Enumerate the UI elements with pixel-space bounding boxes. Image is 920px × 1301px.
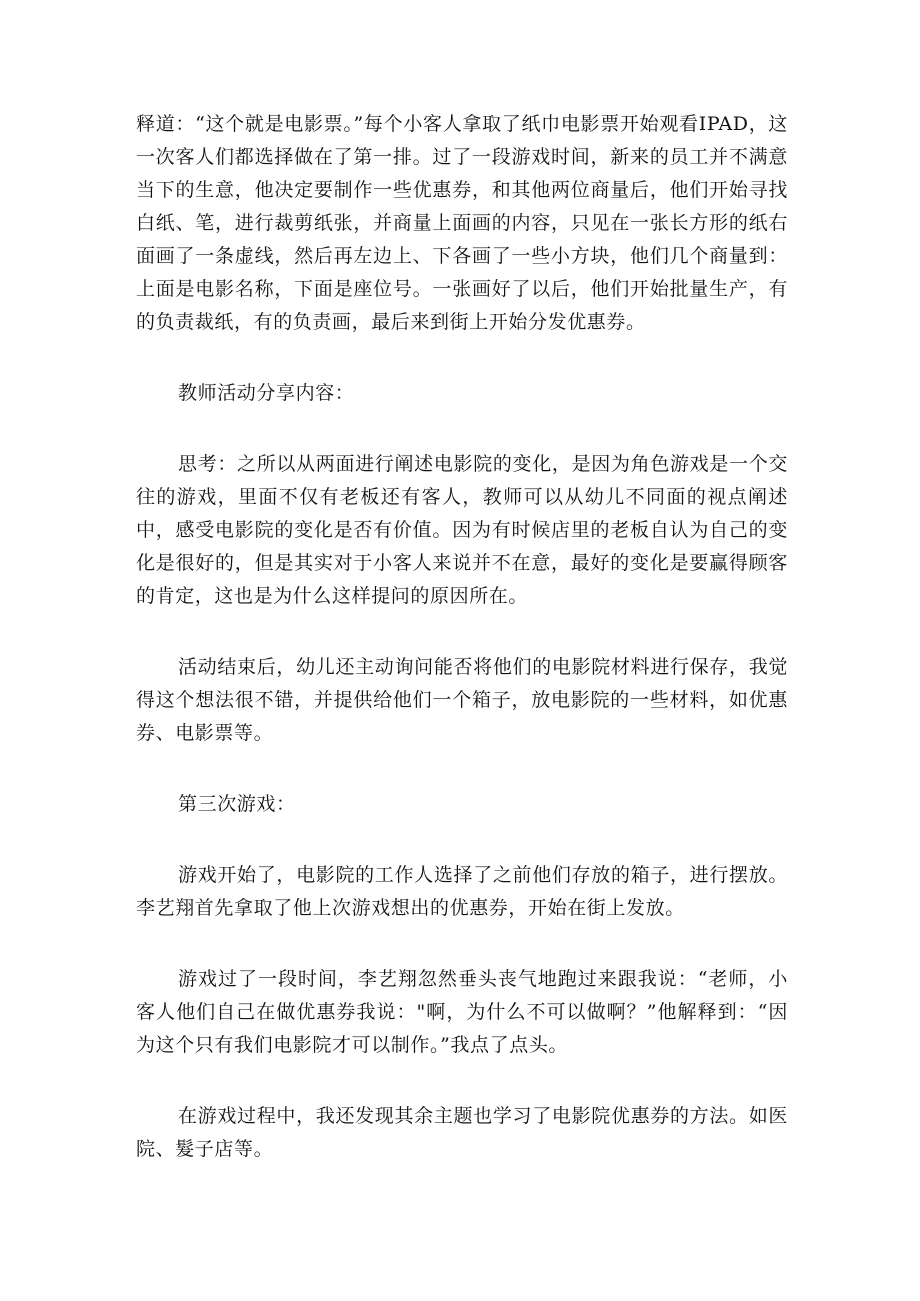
paragraph-dialogue: 游戏过了一段时间，李艺翔忽然垂头丧气地跑过来跟我说：“老师，小客人他们自己在做优惠券我说："啊，为什么不可以做啊？”他解释到：“因为这个只有我们电影院才可以制作。”我点了点头。 [136,968,788,1056]
paragraph-reflection: 思考：之所以从两面进行阐述电影院的变化，是因为角色游戏是一个交往的游戏，里面不仅有老板还有客人，教师可以从幼儿不同面的视点阐述中，感受电影院的变化是否有价值。因为有时候店里的老板自认为自己的变化是很好的，但是其实对于小客人来说并不在意，最好的变化是要赢得顾客的肯定，这也是为什么这样提问的原因所在。 [136,453,788,607]
document-body [136,108,788,1204]
paragraph-game-start: 游戏开始了，电影院的工作人选择了之前他们存放的箱子，进行摆放。李艺翔首先拿取了他上次游戏想出的优惠券，开始在街上发放。 [136,864,788,919]
section-heading-teacher-share: 教师活动分享内容： [178,382,355,404]
paragraph-after-activity: 活动结束后，幼儿还主动询问能否将他们的电影院材料进行保存，我觉得这个想法很不错，并提供给他们一个箱子，放电影院的一些材料，如优惠券、电影票等。 [136,656,788,744]
section-heading-third-game: 第三次游戏： [178,793,296,815]
paragraph-observation: 在游戏过程中，我还发现其余主题也学习了电影院优惠券的方法。如医院、髮子店等。 [136,1105,788,1160]
paragraph-continuation: 释道：“这个就是电影票。”每个小客人拿取了纸巾电影票开始观看IPAD，这一次客人们都选择做在了第一排。过了一段游戏时间，新来的员工并不满意当下的生意，他决定要制作一些优惠券，和其他两位商量后，他们开始寻找白纸、笔，进行裁剪纸张，并商量上面画的内容，只见在一张长方形的纸右面画了一条虚线，然后再左边上、下各画了一些小方块，他们几个商量到：上面是电影名称，下面是座位号。一张画好了以后，他们开始批量生产，有的负责裁纸，有的负责画，最后来到街上开始分发优惠券。 [136,113,788,333]
